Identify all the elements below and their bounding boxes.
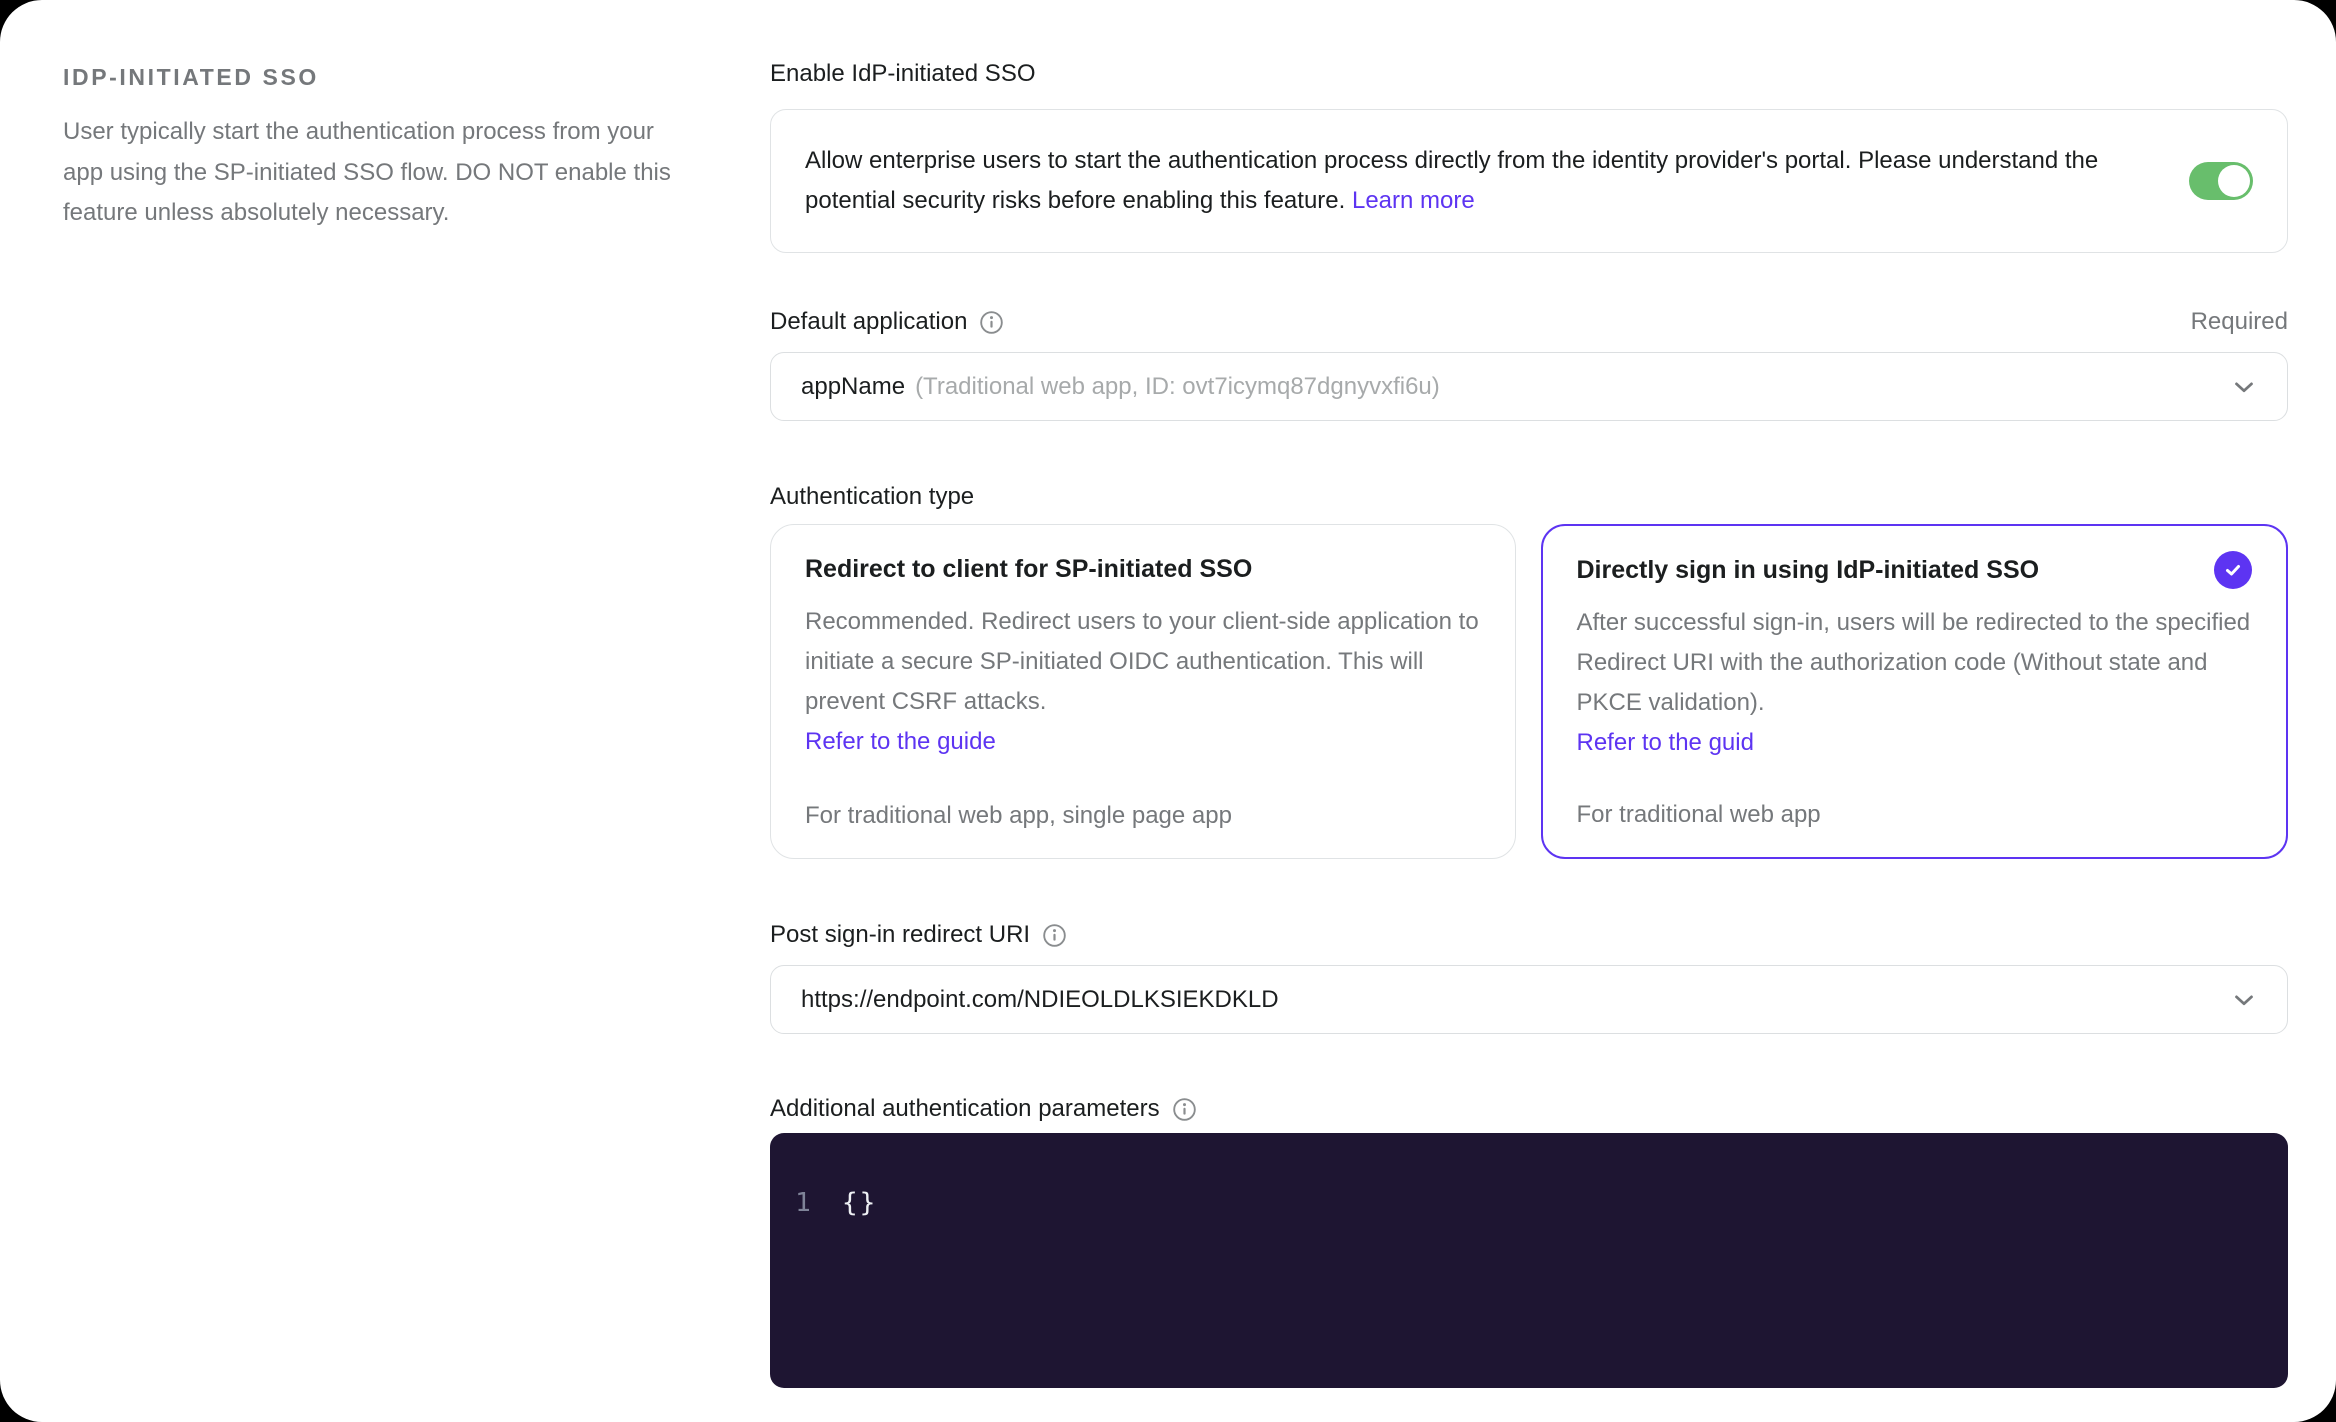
redirect-uri-select[interactable] [770,965,2288,1034]
section-description: User typically start the authentication process from your app using the SP-initiated SSO flow. DO NOT enable this feature unless absolutely necessary. [63,118,671,226]
option-title: Directly sign in using IdP-initiated SSO [1576,556,2040,584]
authentication-type-label: Authentication type [770,483,975,510]
option-footnote: For traditional web app [1576,801,1821,828]
code-line [770,1183,2288,1223]
enable-sso-card [770,109,2288,253]
authentication-type-options [770,524,2288,859]
default-application-select[interactable] [770,352,2288,421]
selected-check-icon [2214,551,2252,589]
option-description: Recommended. Redirect users to your client-side application to initiate a secure SP-initiated OIDC authentication. This will prevent CSRF attacks. [805,608,1479,715]
additional-params-code-editor[interactable] [770,1133,2288,1388]
redirect-uri-value: https://endpoint.com/NDIEOLDLKSIEKDKLD [801,985,1279,1013]
redirect-uri-label: Post sign-in redirect URI [770,917,2288,953]
code-content: {} [842,1188,878,1218]
chevron-down-icon [2229,985,2259,1015]
section-heading: IDP-INITIATED SSO [63,64,319,90]
enable-sso-description: Allow enterprise users to start the authentication process directly from the identity provider's portal. Please understand the potential security risks before enabling this feature. Learn more [805,147,2099,214]
learn-more-link[interactable]: Learn more [1351,187,1475,214]
enable-sso-toggle[interactable] [2189,162,2253,200]
default-application-label-row [770,304,2288,340]
option-idp-initiated[interactable] [1541,524,2289,859]
default-application-value: appName (Traditional web app, ID: ovt7icymq87dgnyvxfi6u) [801,372,1440,400]
section-sidebar [63,56,671,1422]
info-icon[interactable] [1172,1097,1197,1122]
info-icon[interactable] [1042,923,1067,948]
option-title: Redirect to client for SP-initiated SSO [805,555,1253,583]
option-description: After successful sign-in, users will be redirected to the specified Redirect URI with the authorization code (Without state and PKCE validation). [1576,609,2251,716]
info-icon[interactable] [979,310,1004,335]
chevron-down-icon [2229,372,2259,402]
refer-guide-link[interactable]: Refer to the guid [1576,729,1754,756]
option-sp-initiated[interactable] [770,524,1516,859]
option-footnote: For traditional web app, single page app [805,802,1232,829]
additional-params-label: Additional authentication parameters [770,1091,2288,1127]
default-application-label: Default application [770,304,1004,340]
refer-guide-link[interactable]: Refer to the guide [805,728,996,755]
required-badge: Required [2190,308,2288,335]
form-column [770,56,2288,1422]
toggle-knob [2218,165,2250,197]
enable-sso-label: Enable IdP-initiated SSO [770,60,1036,87]
line-number: 1 [795,1188,811,1218]
